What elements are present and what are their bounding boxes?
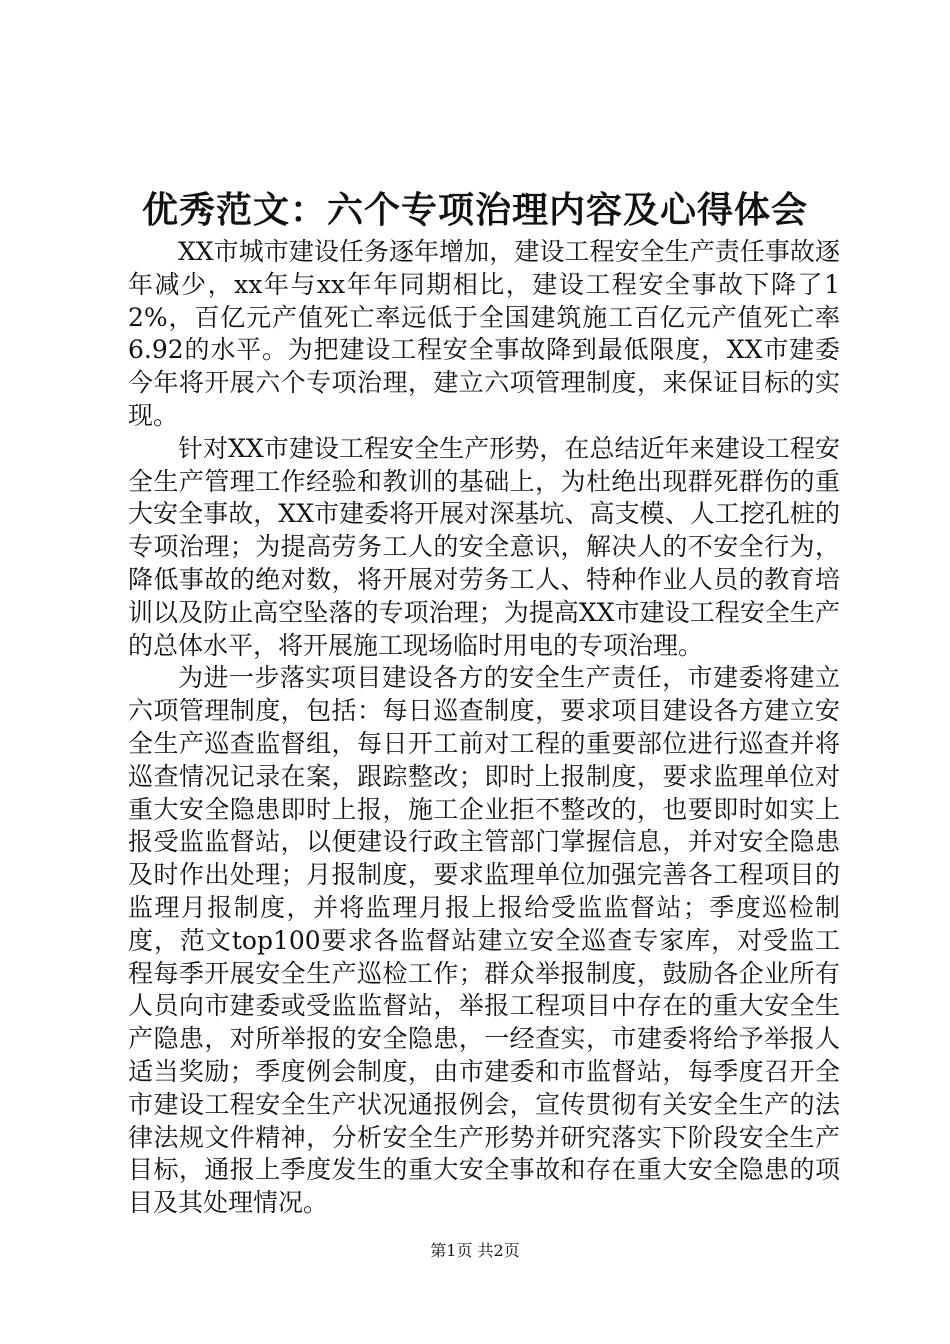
page-number-footer: 第1页 共2页 (430, 1241, 520, 1260)
document-title: 优秀范文：六个专项治理内容及心得体会 (141, 189, 808, 231)
paragraph-3: 为进一步落实项目建设各方的安全生产责任，市建委将建立六项管理制度，包括：每日巡查制度，要求项目建设各方建立安全生产巡查监督组，每日开工前对工程的重要部位进行巡查并将巡查情况记录在案，跟踪整改；即时上报制度，要求监理单位对重大安全隐患即时上报，施工企业拒不整改的，也要即时如实上报受监监督站，以便建设行政主管部门掌握信息，并对安全隐患及时作出处理；月报制度，要求监理单位加强完善各工程项目的监理月报制度，并将监理月报上报给受监监督站；季度巡检制度，范文top100要求各监督站建立安全巡查专家库，对受监工程每季开展安全生产巡检工作；群众举报制度，鼓励各企业所有人员向市建委或受监监督站，举报工程项目中存在的重大安全生产隐患，对所举报的安全隐患，一经查实，市建委将给予举报人适当奖励；季度例会制度，由市建委和市监督站，每季度召开全市建设工程安全生产状况通报例会，宣传贯彻有关安全生产的法律法规文件精神，分析安全生产形势并研究落实下阶段安全生产目标，通报上季度发生的重大安全事故和存在重大安全隐患的项目及其处理情况。 (128, 663, 840, 1218)
paragraph-2: 针对XX市建设工程安全生产形势，在总结近年来建设工程安全生产管理工作经验和教训的基础上，为杜绝出现群死群伤的重大安全事故，XX市建委将开展对深基坑、高支模、人工挖孔桩的专项治理；为提高劳务工人的安全意识，解决人的不安全行为，降低事故的绝对数，将开展对劳务工人、特种作业人员的教育培训以及防止高空坠落的专项治理；为提高XX市建设工程安全生产的总体水平，将开展施工现场临时用电的专项治理。 (128, 433, 840, 660)
document-body (128, 236, 840, 1220)
paragraph-1: XX市城市建设任务逐年增加，建设工程安全生产责任事故逐年减少，xx年与xx年年同期相比，建设工程安全事故下降了12%，百亿元产值死亡率远低于全国建筑施工百亿元产值死亡率6.92的水平。为把建设工程安全事故降到最低限度，XX市建委今年将开展六个专项治理，建立六项管理制度，来保证目标的实现。 (128, 237, 840, 430)
